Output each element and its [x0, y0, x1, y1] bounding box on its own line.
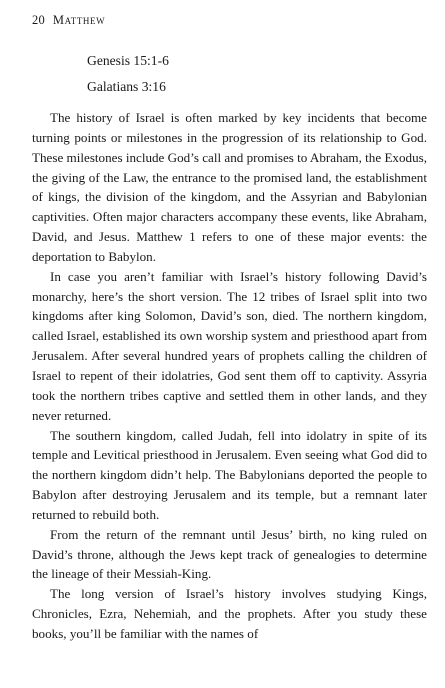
- paragraph: The southern kingdom, called Judah, fell into idolatry in spite of its temple and Levitical priesthood in Jerusalem. Even seeing what God did to the northern kingdom didn’t help. The Babylonians deported the people to Babylon after destroying Jerusalem and its temple, but a remnant later returned to rebuild both.: [32, 427, 427, 522]
- paragraph: The long version of Israel’s history involves studying Kings, Chronicles, Ezra, Nehemiah, and the prophets. After you study these books, you’ll be familiar with the names of: [32, 586, 427, 641]
- scripture-reference: Galatians 3:16: [87, 79, 166, 94]
- scripture-reference: Genesis 15:1-6: [87, 53, 169, 68]
- book-title: Matthew: [52, 13, 106, 27]
- body-text: [32, 108, 427, 644]
- page-number: 20: [32, 13, 45, 27]
- running-head: [32, 12, 427, 32]
- paragraph: From the return of the remnant until Jesus’ birth, no king ruled on David’s throne, although the Jews kept track of genealogies to determine the lineage of their Messiah-King.: [32, 526, 427, 582]
- scripture-references: [32, 48, 427, 100]
- paragraph: In case you aren’t familiar with Israel’s history following David’s monarchy, here’s the short version. The 12 tribes of Israel split into two kingdoms after king Solomon, David’s son, died. The northern kingdom, called Israel, established its own worship system and priesthood apart from Jerusalem. After several hundred years of prophets calling the children of Israel to repent of their idolatries, God sent them off to captivity. Assyria took the northern tribes captive and settled them in other lands, and they never returned.: [32, 268, 427, 423]
- paragraph: The history of Israel is often marked by key incidents that become turning points or milestones in the progression of its relationship to God. These milestones include God’s call and promises to Abraham, the Exodus, the giving of the Law, the entrance to the promised land, the establishment of kings, the division of the kingdom, and the Assyrian and Babylonian captivities. Often major characters accompany these events, like Abraham, David, and Jesus. Matthew 1 refers to one of these major events: the deportation to Babylon.: [32, 110, 427, 264]
